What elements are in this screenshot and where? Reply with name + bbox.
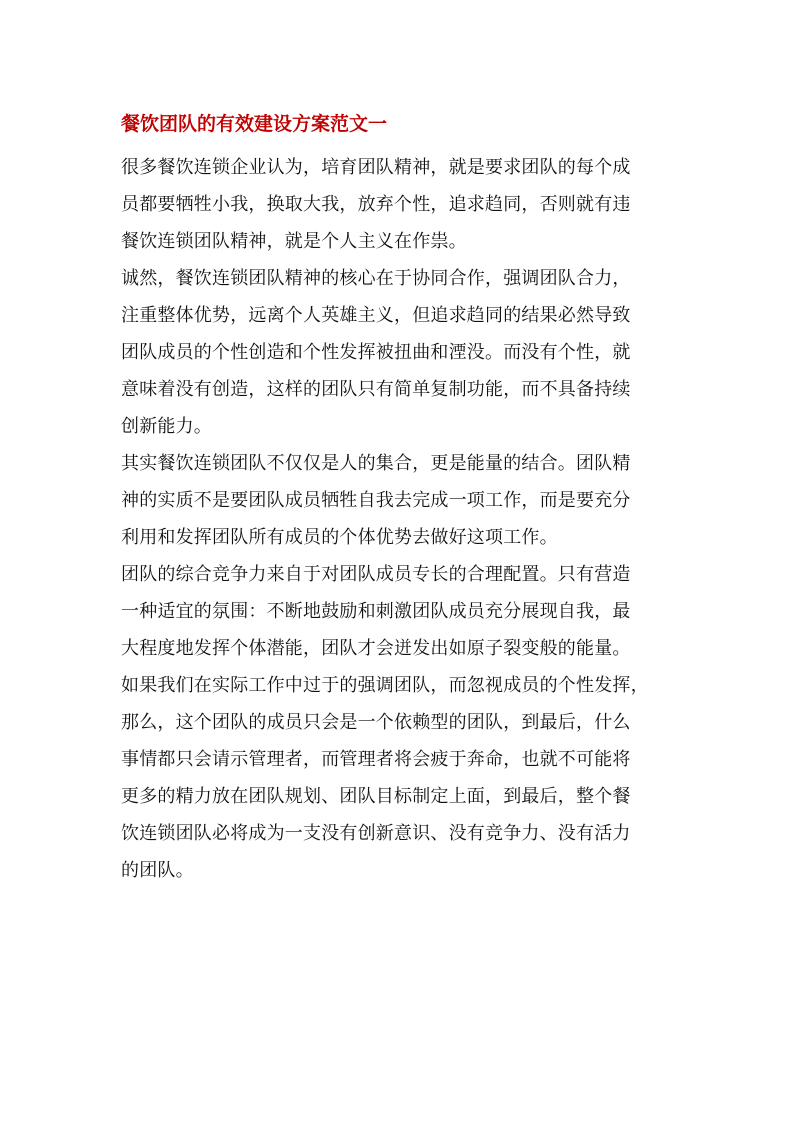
text-line: 事情都只会请示管理者，而管理者将会疲于奔命，也就不可能将 [121, 749, 631, 770]
paragraph-3 [121, 445, 661, 556]
text-line: 一种适宜的氛围：不断地鼓励和刺激团队成员充分展现自我，最 [121, 601, 631, 622]
text-line: 那么，这个团队的成员只会是一个依赖型的团队，到最后，什么 [121, 712, 631, 733]
text-line: 利用和发挥团队所有成员的个体优势去做好这项工作。 [121, 527, 558, 548]
paragraph-2 [121, 260, 661, 445]
text-line: 很多餐饮连锁企业认为，培育团队精神，就是要求团队的每个成 [121, 157, 631, 178]
text-line: 团队成员的个性创造和个性发挥被扭曲和湮没。而没有个性，就 [121, 342, 631, 363]
paragraph-5 [121, 667, 661, 889]
text-line: 更多的精力放在团队规划、团队目标制定上面，到最后，整个餐 [121, 786, 631, 807]
text-line: 意味着没有创造，这样的团队只有简单复制功能，而不具备持续 [121, 379, 631, 400]
paragraph-1 [121, 149, 661, 260]
text-line: 神的实质不是要团队成员牺牲自我去完成一项工作，而是要充分 [121, 490, 631, 511]
text-line: 创新能力。 [121, 416, 212, 437]
text-line: 饮连锁团队必将成为一支没有创新意识、没有竞争力、没有活力 [121, 823, 631, 844]
document-body [121, 149, 661, 889]
text-line: 餐饮连锁团队精神，就是个人主义在作祟。 [121, 231, 467, 252]
text-line: 其实餐饮连锁团队不仅仅是人的集合，更是能量的结合。团队精 [121, 453, 631, 474]
text-line: 诚然，餐饮连锁团队精神的核心在于协同合作，强调团队合力， [121, 268, 631, 289]
text-line: 注重整体优势，远离个人英雄主义，但追求趋同的结果必然导致 [121, 305, 631, 326]
text-line: 大程度地发挥个体潜能，团队才会迸发出如原子裂变般的能量。 [121, 638, 631, 659]
text-line: 团队的综合竞争力来自于对团队成员专长的合理配置。只有营造 [121, 564, 631, 585]
document-title: 餐饮团队的有效建设方案范文一 [121, 113, 388, 135]
paragraph-4 [121, 556, 661, 667]
text-line: 员都要牺牲小我，换取大我，放弃个性，追求趋同，否则就有违 [121, 194, 631, 215]
text-line: 如果我们在实际工作中过于的强调团队，而忽视成员的个性发挥， [121, 675, 649, 696]
text-line: 的团队。 [121, 860, 194, 881]
